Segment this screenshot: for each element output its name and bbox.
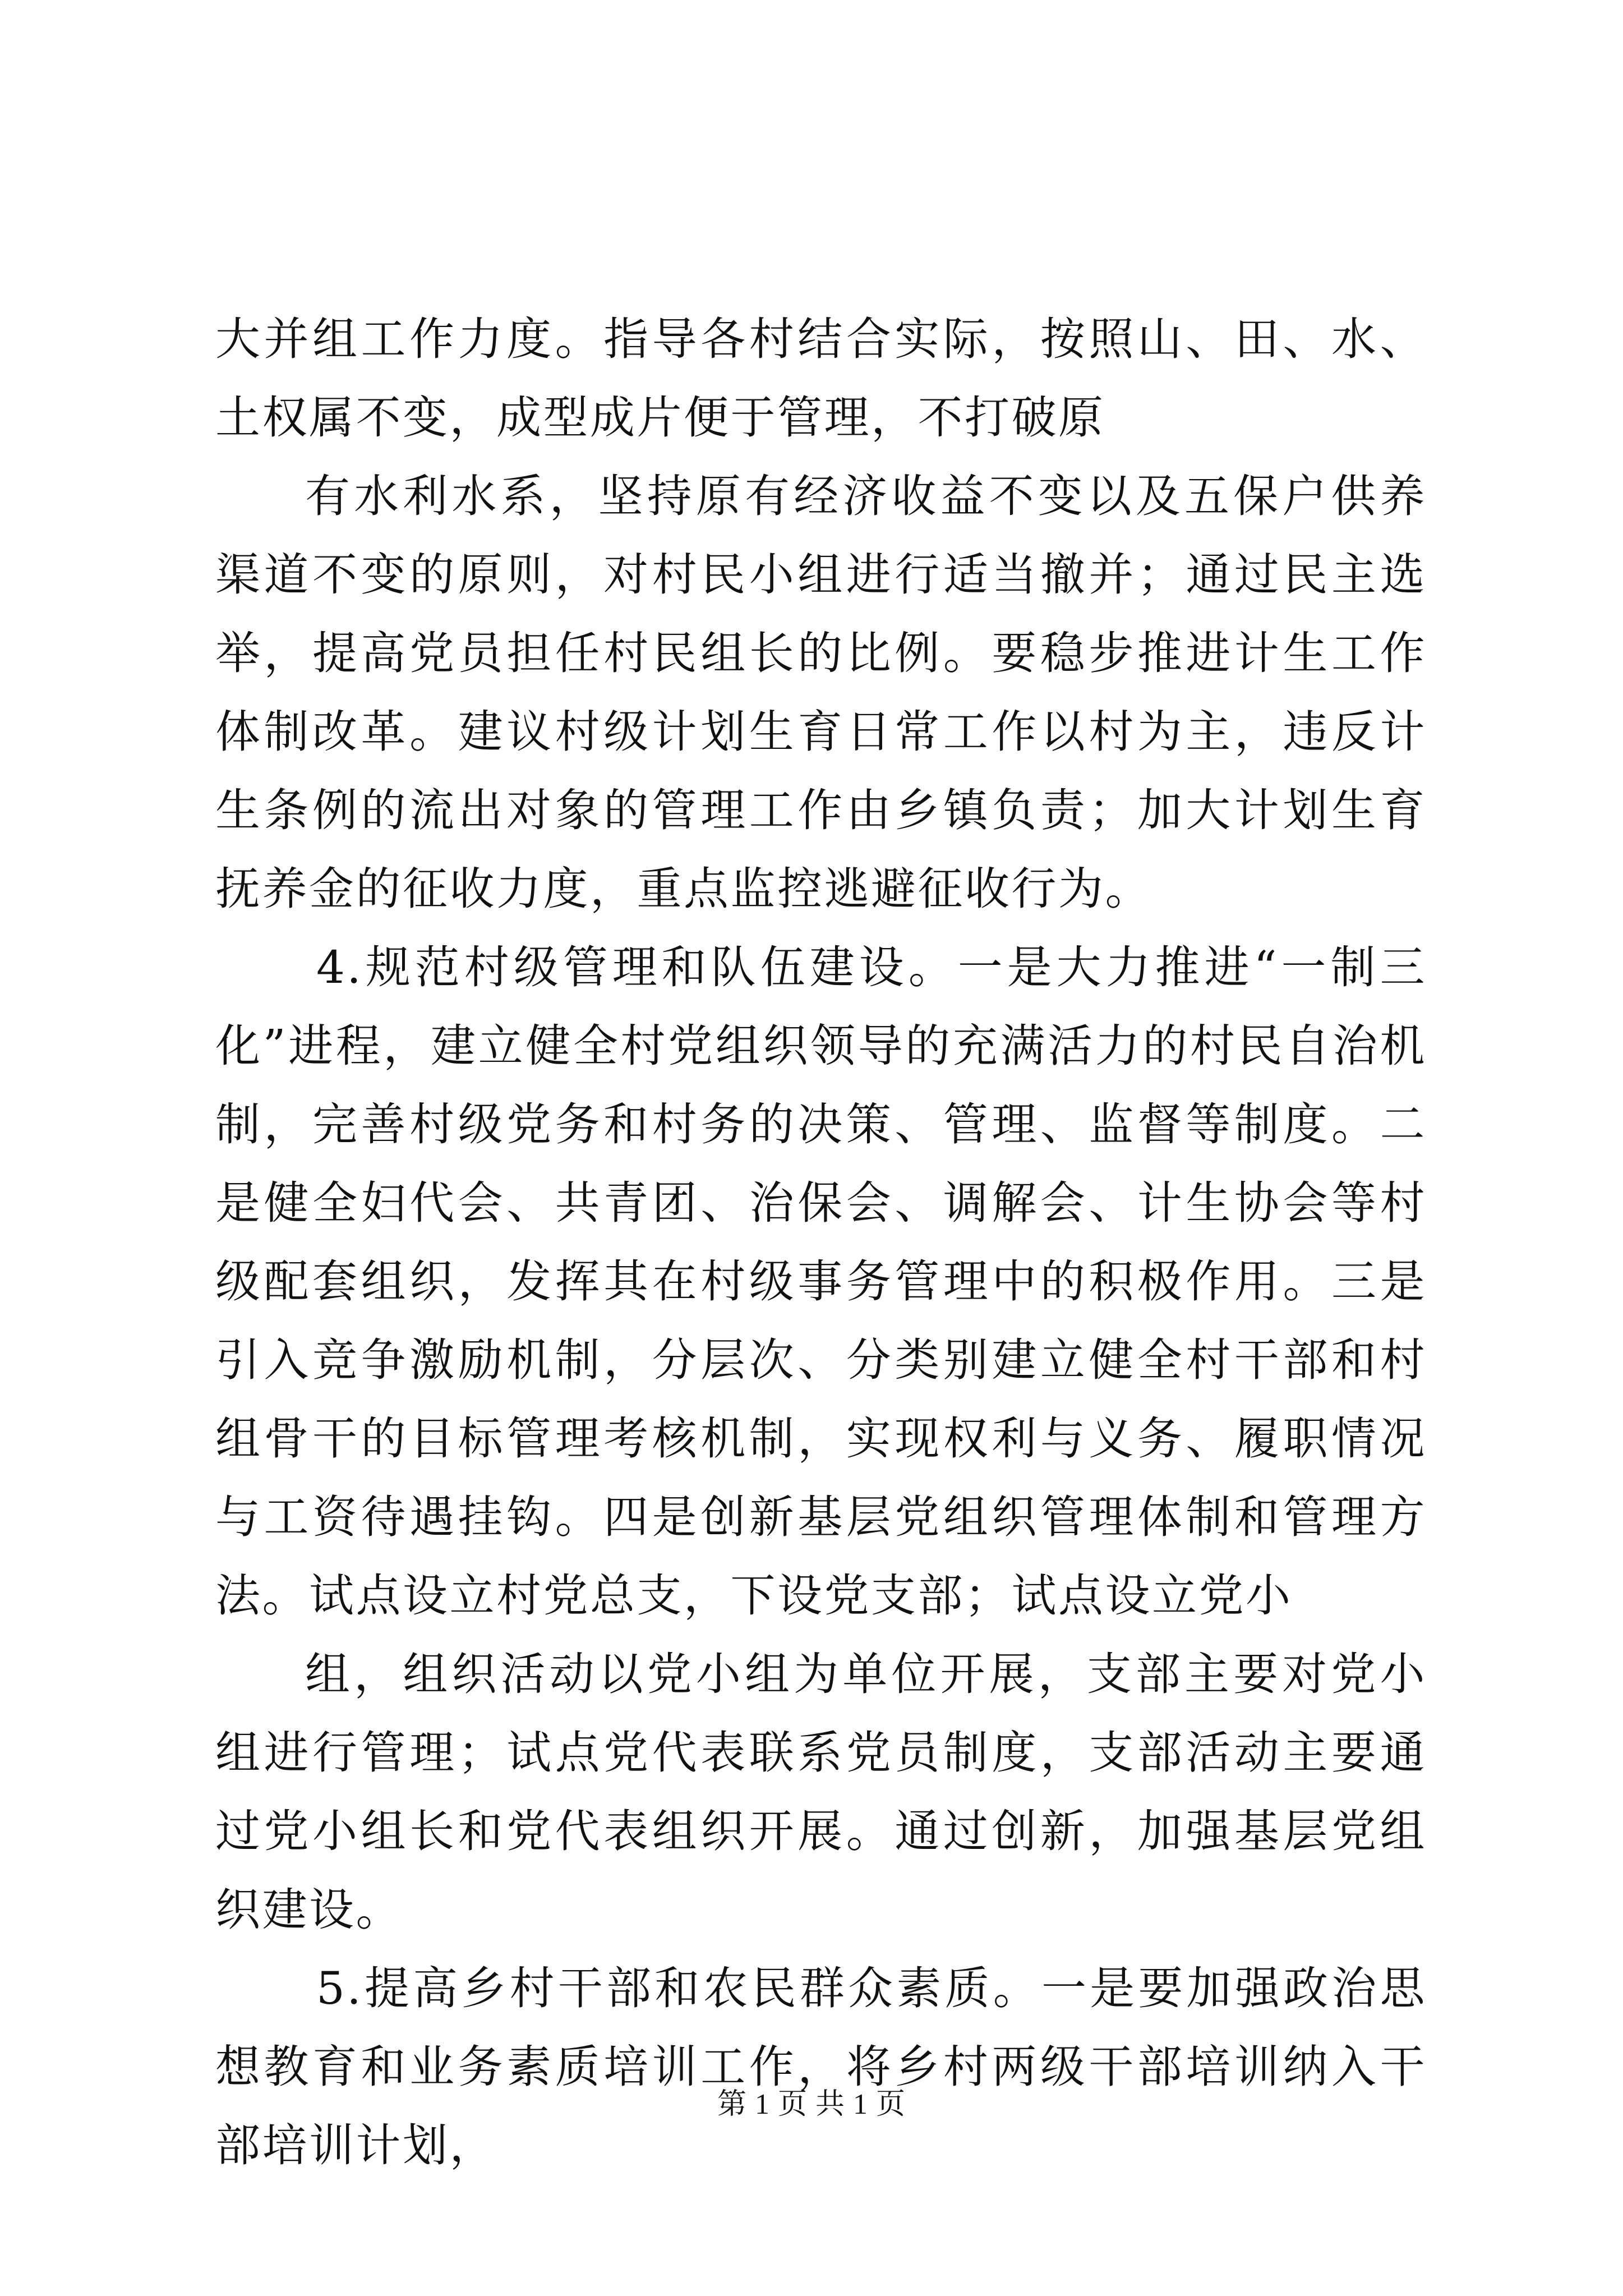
page-footer: [0, 2082, 1623, 2127]
document-body: [215, 300, 1427, 2185]
paragraph-1: 大并组工作力度。指导各村结合实际，按照山、田、水、土权属不变，成型成片便于管理，不打破原: [215, 313, 1427, 444]
paragraph-3: 4.规范村级管理和队伍建设。一是大力推进“一制三化”进程，建立健全村党组织领导的充满活力的村民自治机制，完善村级党务和村务的决策、管理、监督等制度。二是健全妇代会、共青团、治保会、调解会、计生协会等村级配套组织，发挥其在村级事务管理中的积极作用。三是引入竞争激励机制，分层次、分类别建立健全村干部和村组骨干的目标管理考核机制，实现权利与义务、履职情况与工资待遇挂钩。四是创新基层党组织管理体制和管理方法。试点设立村党总支，下设党支部；试点设立党小: [215, 941, 1427, 1622]
paragraph-4: 组，组织活动以党小组为单位开展，支部主要对党小组进行管理；试点党代表联系党员制度，支部活动主要通过党小组长和党代表组织开展。通过创新，加强基层党组织建设。: [215, 1648, 1427, 1936]
page-number-label: 第 1 页 共 1 页: [717, 2088, 906, 2120]
paragraph-5: 5.提高乡村干部和农民群众素质。一是要加强政治思想教育和业务素质培训工作，将乡村两级干部培训纳入干部培训计划，: [215, 1962, 1427, 2171]
paragraph-2: 有水利水系，坚持原有经济收益不变以及五保户供养渠道不变的原则，对村民小组进行适当撤并；通过民主选举，提高党员担任村民组长的比例。要稳步推进计生工作体制改革。建议村级计划生育日常工作以村为主，违反计生条例的流出对象的管理工作由乡镇负责；加大计划生育抚养金的征收力度，重点监控逃避征收行为。: [215, 470, 1427, 915]
